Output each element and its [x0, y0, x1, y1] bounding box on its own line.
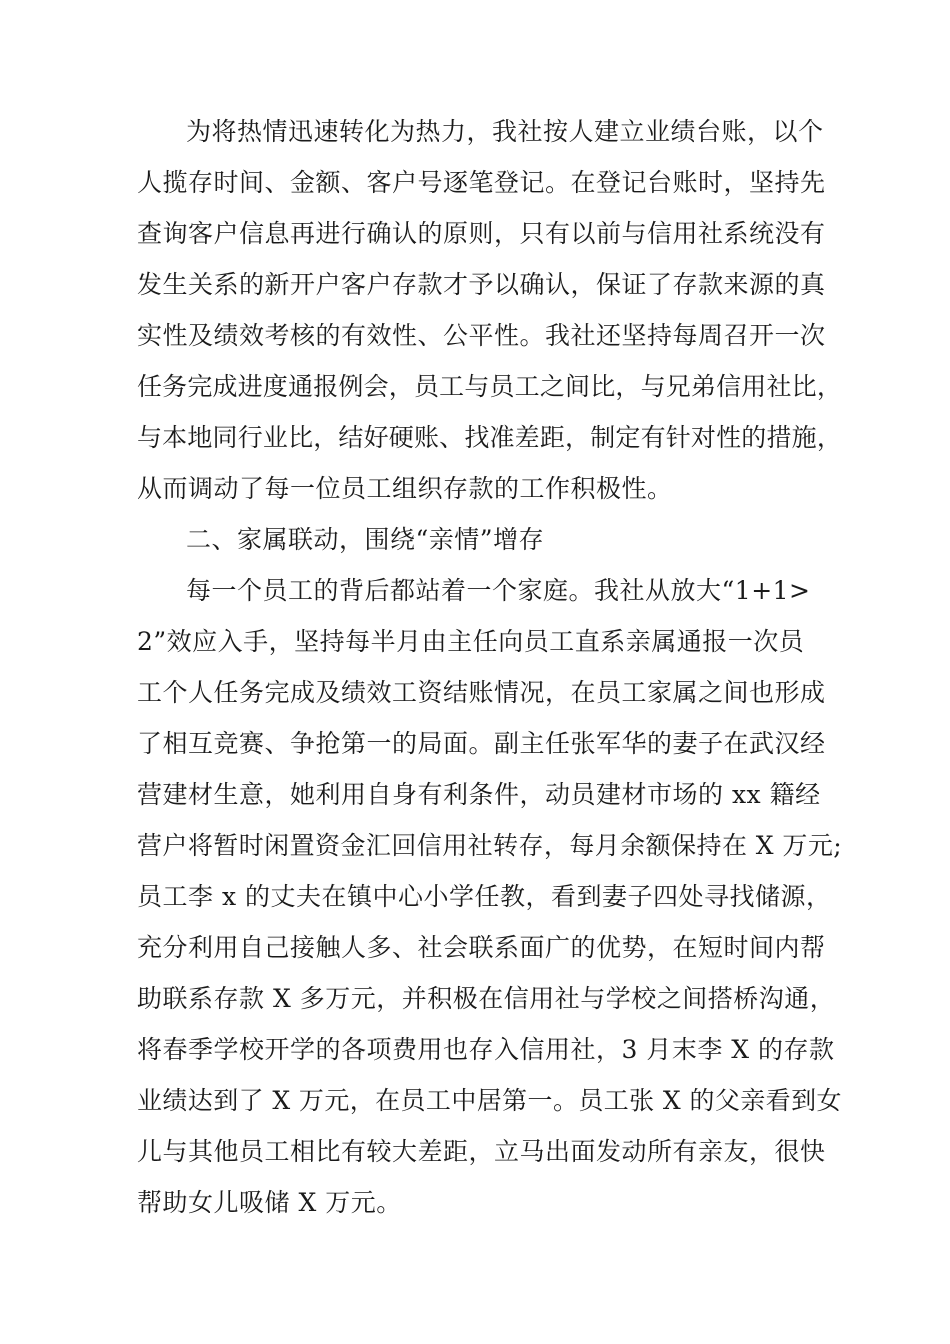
section-heading: 二、家属联动，围绕“亲情”增存 — [186, 525, 545, 554]
paragraph-2-line-6: 营户将暂时闲置资金汇回信用社转存，每月余额保持在 X 万元; — [137, 831, 843, 860]
paragraph-2-line-12: 儿与其他员工相比有较大差距，立马出面发动所有亲友，很快 — [137, 1137, 826, 1166]
paragraph-2-line-11: 业绩达到了 X 万元，在员工中居第一。员工张 X 的父亲看到女 — [137, 1086, 842, 1115]
paragraph-1-line-2: 人揽存时间、金额、客户号逐笔登记。在登记台账时，坚持先 — [137, 168, 826, 197]
paragraph-1-line-3: 查询客户信息再进行确认的原则，只有以前与信用社系统没有 — [137, 219, 826, 248]
paragraph-2-line-5: 营建材生意，她利用自身有利条件，动员建材市场的 xx 籍经 — [137, 780, 821, 809]
paragraph-2-line-2: 2”效应入手，坚持每半月由主任向员工直系亲属通报一次员 — [137, 627, 805, 656]
paragraph-2-line-9: 助联系存款 X 多万元，并积极在信用社与学校之间搭桥沟通， — [137, 984, 836, 1013]
paragraph-2-line-8: 充分利用自己接触人多、社会联系面广的优势，在短时间内帮 — [137, 933, 826, 962]
paragraph-2-line-3: 工个人任务完成及绩效工资结账情况，在员工家属之间也形成 — [137, 678, 826, 707]
paragraph-1-line-6: 任务完成进度通报例会，员工与员工之间比，与兄弟信用社比， — [137, 372, 843, 401]
paragraph-1-line-4: 发生关系的新开户客户存款才予以确认，保证了存款来源的真 — [137, 270, 826, 299]
paragraph-2-line-1: 每一个员工的背后都站着一个家庭。我社从放大“1+1> — [186, 576, 811, 605]
paragraph-1-line-8: 从而调动了每一位员工组织存款的工作积极性。 — [137, 474, 673, 503]
paragraph-2-line-4: 了相互竞赛、争抢第一的局面。副主任张军华的妻子在武汉经 — [137, 729, 826, 758]
paragraph-1-line-1: 为将热情迅速转化为热力，我社按人建立业绩台账，以个 — [186, 117, 824, 146]
paragraph-2-line-10: 将春季学校开学的各项费用也存入信用社，3 月末李 X 的存款 — [137, 1035, 835, 1064]
paragraph-1-line-7: 与本地同行业比，结好硬账、找准差距，制定有针对性的措施， — [137, 423, 843, 452]
paragraph-2-line-13: 帮助女儿吸储 X 万元。 — [137, 1188, 402, 1217]
paragraph-1-line-5: 实性及绩效考核的有效性、公平性。我社还坚持每周召开一次 — [137, 321, 826, 350]
paragraph-2-line-7: 员工李 x 的丈夫在镇中心小学任教，看到妻子四处寻找储源， — [137, 882, 832, 911]
